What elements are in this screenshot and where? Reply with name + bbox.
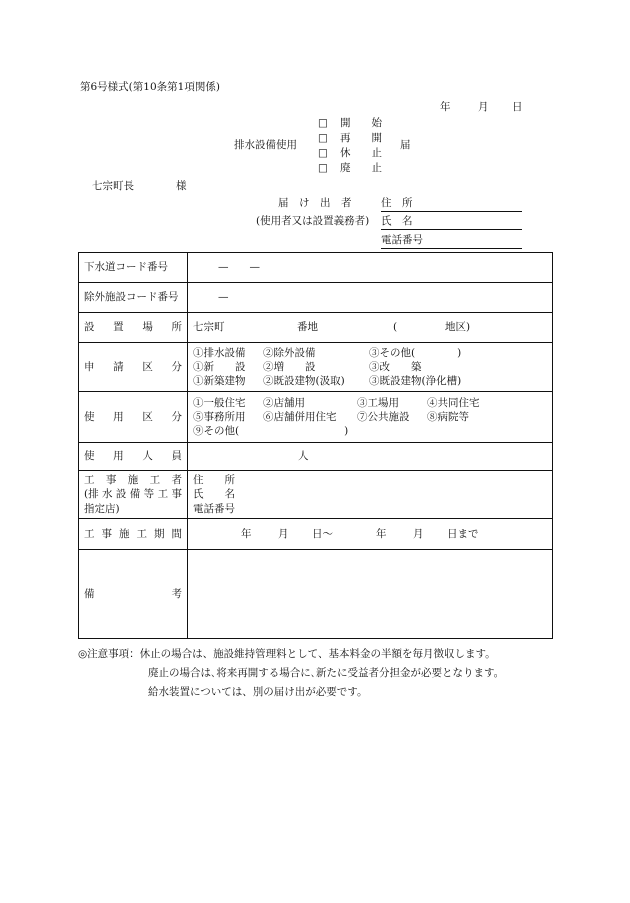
checkbox-start[interactable]: □: [318, 117, 328, 129]
sewer-code-label: 下水道コード番号: [79, 253, 188, 283]
option-resume: 再 開: [340, 132, 382, 144]
checkbox-resume[interactable]: □: [318, 132, 328, 144]
row-users: [79, 443, 553, 471]
contractor-phone-field[interactable]: 電話番号: [193, 502, 235, 515]
applicant-sub-label: (使用者又は設置義務者): [256, 215, 370, 227]
note-line-2: 廃止の場合は､将来再開する場合に､新たに受益者分担金が必要となります。: [148, 667, 505, 679]
applicant-address-field[interactable]: 住 所: [381, 198, 522, 212]
note-line-1: 休止の場合は、施設維持管理料として、基本料金の半額を毎月徴収します。: [139, 648, 496, 660]
title-prefix: 排水設備使用: [234, 139, 297, 151]
date-day: 日: [512, 101, 523, 113]
option-start: 開 始: [340, 117, 382, 129]
option-abolish: 廃 止: [340, 162, 382, 174]
applicant-label: 届 け 出 者: [278, 197, 352, 209]
usage-type-options[interactable]: ①一般住宅 ②店舗用 ③工場用 ④共同住宅 ⑤事務所用 ⑥店舗併用住宅 ⑦公共施設 ⑧病院等 ⑨その他( ): [188, 392, 553, 443]
remarks-field[interactable]: [188, 550, 553, 639]
contractor-address-field[interactable]: 住 所: [193, 474, 235, 487]
row-construction-period: [79, 519, 553, 550]
row-sewer-code: [79, 253, 553, 283]
addressee: 七宗町長 様: [92, 180, 187, 192]
application-type-label: 申 請 区 分: [79, 343, 188, 392]
remarks-label: 備 考: [79, 550, 188, 639]
construction-period-field[interactable]: 年 月 日〜 年 月 日まで: [188, 519, 553, 550]
users-label: 使 用 人 員: [79, 443, 188, 471]
checkbox-suspend[interactable]: □: [318, 147, 328, 159]
contractor-fields[interactable]: [188, 471, 553, 519]
checkbox-abolish[interactable]: □: [318, 162, 328, 174]
applicant-phone-field[interactable]: 電話番号: [381, 235, 522, 249]
row-location: [79, 313, 553, 343]
location-label: 設 置 場 所: [79, 313, 188, 343]
row-application-type: [79, 343, 553, 392]
construction-period-label: 工 事 施 工 期 間: [79, 519, 188, 550]
sewer-code-field[interactable]: — —: [188, 253, 553, 283]
users-field[interactable]: 人: [188, 443, 553, 471]
applicant-name-field[interactable]: 氏 名: [381, 216, 522, 230]
row-contractor: [79, 471, 553, 519]
row-exempt-code: [79, 283, 553, 313]
row-usage-type: [79, 392, 553, 443]
row-remarks: [79, 550, 553, 639]
contractor-label: 工 事 施 工 者 (排 水 設 備 等 工 事 指定店): [79, 471, 188, 519]
usage-type-label: 使 用 区 分: [79, 392, 188, 443]
notes-section: [78, 645, 504, 702]
notes-heading: ◎注意事項：: [78, 648, 140, 660]
form-number: 第6号様式(第10条第1項関係): [80, 81, 220, 93]
application-form-table: [78, 252, 553, 639]
note-line-3: 給水装置については、別の届け出が必要です。: [148, 686, 368, 698]
contractor-name-field[interactable]: 氏 名: [193, 488, 235, 501]
option-suspend: 休 止: [340, 147, 382, 159]
exempt-code-field[interactable]: —: [188, 283, 553, 313]
application-type-options[interactable]: ①排水設備 ②除外設備 ③その他( ) ①新 設 ②増 設 ③改 築 ①新築建物 ②既設建物(汲取) ③既設建物(浄化槽): [188, 343, 553, 392]
date-month: 月: [478, 101, 489, 113]
location-field[interactable]: 七宗町 番地 ( 地区): [188, 313, 553, 343]
exempt-code-label: 除外施設コード番号: [79, 283, 188, 313]
title-suffix: 届: [400, 139, 411, 151]
date-year: 年: [440, 101, 451, 113]
